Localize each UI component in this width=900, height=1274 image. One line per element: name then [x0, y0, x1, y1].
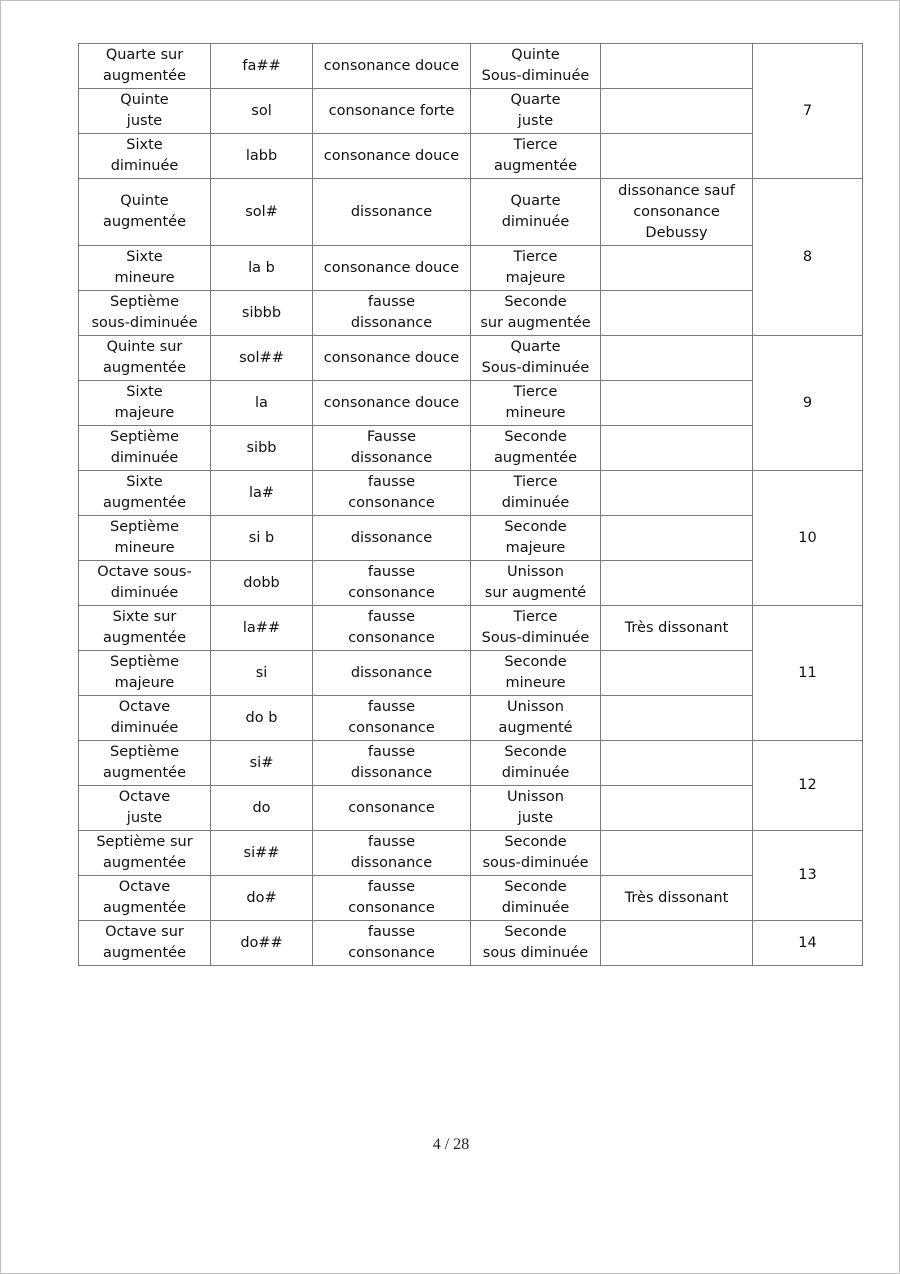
- interval-name-cell: Sixte sur augmentée: [79, 606, 211, 651]
- note-cell: si##: [211, 831, 313, 876]
- remark-cell: [601, 426, 753, 471]
- note-cell: si b: [211, 516, 313, 561]
- note-cell: sol#: [211, 179, 313, 246]
- inversion-cell: Unisson augmenté: [471, 696, 601, 741]
- consonance-cell: dissonance: [313, 179, 471, 246]
- remark-cell: [601, 516, 753, 561]
- group-number-cell: 13: [753, 831, 863, 921]
- inversion-cell: Tierce augmentée: [471, 134, 601, 179]
- interval-name-cell: Septième sur augmentée: [79, 831, 211, 876]
- note-cell: do#: [211, 876, 313, 921]
- inversion-cell: Seconde diminuée: [471, 741, 601, 786]
- table-row: [79, 786, 863, 831]
- consonance-cell: consonance douce: [313, 381, 471, 426]
- note-cell: si: [211, 651, 313, 696]
- consonance-cell: fausse consonance: [313, 921, 471, 966]
- interval-name-cell: Octave augmentée: [79, 876, 211, 921]
- note-cell: dobb: [211, 561, 313, 606]
- inversion-cell: Seconde sous-diminuée: [471, 831, 601, 876]
- table-row: [79, 426, 863, 471]
- table-row: [79, 696, 863, 741]
- inversion-cell: Tierce Sous-diminuée: [471, 606, 601, 651]
- remark-cell: [601, 651, 753, 696]
- interval-name-cell: Octave sous- diminuée: [79, 561, 211, 606]
- interval-name-cell: Sixte diminuée: [79, 134, 211, 179]
- remark-cell: [601, 741, 753, 786]
- interval-name-cell: Septième augmentée: [79, 741, 211, 786]
- remark-cell: [601, 291, 753, 336]
- inversion-cell: Seconde diminuée: [471, 876, 601, 921]
- table-row: [79, 246, 863, 291]
- interval-name-cell: Septième mineure: [79, 516, 211, 561]
- note-cell: la: [211, 381, 313, 426]
- table-row: [79, 179, 863, 246]
- interval-name-cell: Octave juste: [79, 786, 211, 831]
- consonance-cell: fausse consonance: [313, 561, 471, 606]
- table-row: [79, 606, 863, 651]
- group-number-cell: 14: [753, 921, 863, 966]
- inversion-cell: Quarte Sous-diminuée: [471, 336, 601, 381]
- consonance-cell: fausse consonance: [313, 696, 471, 741]
- page-number: 4 / 28: [432, 1136, 470, 1153]
- table-row: [79, 336, 863, 381]
- consonance-cell: consonance douce: [313, 44, 471, 89]
- note-cell: la b: [211, 246, 313, 291]
- consonance-cell: consonance forte: [313, 89, 471, 134]
- table-row: [79, 876, 863, 921]
- group-number-cell: 7: [753, 44, 863, 179]
- inversion-cell: Unisson juste: [471, 786, 601, 831]
- remark-cell: [601, 246, 753, 291]
- group-number-cell: 10: [753, 471, 863, 606]
- consonance-cell: fausse consonance: [313, 606, 471, 651]
- note-cell: sol: [211, 89, 313, 134]
- consonance-cell: fausse consonance: [313, 471, 471, 516]
- remark-cell: [601, 786, 753, 831]
- note-cell: la##: [211, 606, 313, 651]
- interval-name-cell: Sixte mineure: [79, 246, 211, 291]
- table-row: [79, 651, 863, 696]
- inversion-cell: Seconde mineure: [471, 651, 601, 696]
- remark-cell: [601, 921, 753, 966]
- table-row: [79, 44, 863, 89]
- note-cell: labb: [211, 134, 313, 179]
- consonance-cell: dissonance: [313, 516, 471, 561]
- inversion-cell: Seconde majeure: [471, 516, 601, 561]
- consonance-cell: consonance: [313, 786, 471, 831]
- remark-cell: [601, 471, 753, 516]
- table-row: [79, 134, 863, 179]
- table-row: [79, 471, 863, 516]
- inversion-cell: Tierce diminuée: [471, 471, 601, 516]
- interval-table: [78, 43, 863, 966]
- remark-cell: dissonance sauf consonance Debussy: [601, 179, 753, 246]
- inversion-cell: Quinte Sous-diminuée: [471, 44, 601, 89]
- inversion-cell: Quarte juste: [471, 89, 601, 134]
- table-row: [79, 921, 863, 966]
- remark-cell: [601, 44, 753, 89]
- note-cell: la#: [211, 471, 313, 516]
- note-cell: sibb: [211, 426, 313, 471]
- inversion-cell: Tierce majeure: [471, 246, 601, 291]
- interval-name-cell: Septième diminuée: [79, 426, 211, 471]
- remark-cell: [601, 696, 753, 741]
- table-row: [79, 89, 863, 134]
- inversion-cell: Tierce mineure: [471, 381, 601, 426]
- consonance-cell: consonance douce: [313, 246, 471, 291]
- note-cell: fa##: [211, 44, 313, 89]
- consonance-cell: dissonance: [313, 651, 471, 696]
- table-row: [79, 831, 863, 876]
- consonance-cell: consonance douce: [313, 336, 471, 381]
- interval-name-cell: Octave sur augmentée: [79, 921, 211, 966]
- interval-name-cell: Quinte augmentée: [79, 179, 211, 246]
- inversion-cell: Seconde sous diminuée: [471, 921, 601, 966]
- note-cell: sibbb: [211, 291, 313, 336]
- consonance-cell: Fausse dissonance: [313, 426, 471, 471]
- table-row: [79, 381, 863, 426]
- interval-name-cell: Septième majeure: [79, 651, 211, 696]
- remark-cell: [601, 381, 753, 426]
- remark-cell: [601, 831, 753, 876]
- note-cell: sol##: [211, 336, 313, 381]
- interval-name-cell: Sixte augmentée: [79, 471, 211, 516]
- remark-cell: [601, 134, 753, 179]
- table-row: [79, 516, 863, 561]
- note-cell: si#: [211, 741, 313, 786]
- note-cell: do##: [211, 921, 313, 966]
- note-cell: do b: [211, 696, 313, 741]
- interval-name-cell: Octave diminuée: [79, 696, 211, 741]
- interval-name-cell: Sixte majeure: [79, 381, 211, 426]
- interval-name-cell: Quinte sur augmentée: [79, 336, 211, 381]
- table-row: [79, 561, 863, 606]
- consonance-cell: fausse consonance: [313, 876, 471, 921]
- note-cell: do: [211, 786, 313, 831]
- group-number-cell: 11: [753, 606, 863, 741]
- remark-cell: [601, 561, 753, 606]
- remark-cell: [601, 336, 753, 381]
- table-row: [79, 291, 863, 336]
- consonance-cell: fausse dissonance: [313, 291, 471, 336]
- remark-cell: [601, 89, 753, 134]
- inversion-cell: Quarte diminuée: [471, 179, 601, 246]
- interval-name-cell: Quinte juste: [79, 89, 211, 134]
- consonance-cell: fausse dissonance: [313, 741, 471, 786]
- remark-cell: Très dissonant: [601, 876, 753, 921]
- interval-name-cell: Quarte sur augmentée: [79, 44, 211, 89]
- group-number-cell: 12: [753, 741, 863, 831]
- table-row: [79, 741, 863, 786]
- inversion-cell: Seconde sur augmentée: [471, 291, 601, 336]
- group-number-cell: 8: [753, 179, 863, 336]
- consonance-cell: consonance douce: [313, 134, 471, 179]
- consonance-cell: fausse dissonance: [313, 831, 471, 876]
- remark-cell: Très dissonant: [601, 606, 753, 651]
- interval-name-cell: Septième sous-diminuée: [79, 291, 211, 336]
- inversion-cell: Unisson sur augmenté: [471, 561, 601, 606]
- inversion-cell: Seconde augmentée: [471, 426, 601, 471]
- group-number-cell: 9: [753, 336, 863, 471]
